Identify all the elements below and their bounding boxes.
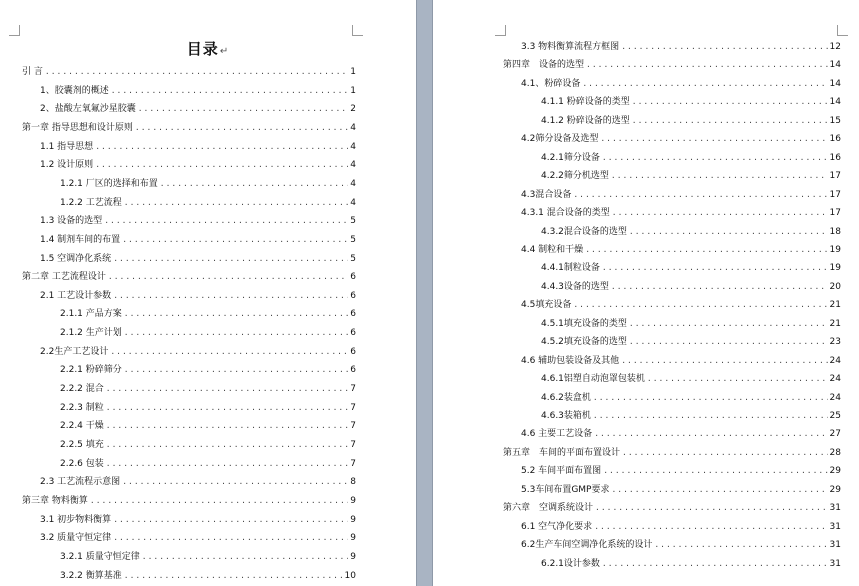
toc-entry-label: 第五章 车间的平面布置设计 <box>503 447 621 458</box>
toc-entry-label: 4.3混合设备 <box>521 189 572 200</box>
toc-page-number: 5 <box>350 234 356 245</box>
toc-entry-label: 1.4 制剂车间的布置 <box>40 234 121 245</box>
toc-dot-leader <box>124 326 349 340</box>
toc-entry-label: 6.2.1设计参数 <box>541 558 600 569</box>
toc-page-number: 19 <box>829 244 841 255</box>
toc-entry-label: 引 言 <box>22 67 43 77</box>
toc-entry[interactable] <box>521 427 841 441</box>
toc-entry-label: 6.1 空气净化要求 <box>521 521 593 532</box>
toc-dot-leader <box>586 58 828 72</box>
toc-entry[interactable] <box>521 40 841 54</box>
toc-entry[interactable] <box>40 289 356 303</box>
toc-entry-label: 1.1 指导思想 <box>40 141 94 152</box>
toc-page-number: 29 <box>829 484 841 495</box>
toc-entry[interactable] <box>541 169 841 183</box>
toc-entry[interactable] <box>503 58 841 72</box>
toc-dot-leader <box>104 214 348 228</box>
toc-dot-leader <box>106 419 349 433</box>
toc-dot-leader <box>95 158 348 172</box>
toc-entry[interactable] <box>60 401 356 415</box>
toc-entry-label: 4.3.1 混合设备的类型 <box>521 208 610 219</box>
toc-title <box>0 38 416 59</box>
toc-page-number: 31 <box>829 521 841 532</box>
toc-entry-label: 4.2.2筛分机选型 <box>541 171 609 182</box>
toc-entry-label: 3.1 初步物料衡算 <box>40 514 112 525</box>
toc-entry-label: 第三章 物料衡算 <box>22 495 88 506</box>
toc-page-number: 9 <box>350 551 356 562</box>
toc-dot-leader <box>585 243 827 257</box>
toc-entry[interactable] <box>60 569 356 583</box>
toc-entry-label: 1.2.1 厂区的选择和布置 <box>60 178 158 189</box>
toc-entry[interactable] <box>521 483 841 497</box>
toc-dot-leader <box>602 557 828 571</box>
toc-page-number: 17 <box>829 189 841 200</box>
toc-page-number: 21 <box>829 318 841 329</box>
toc-dot-leader <box>124 569 343 583</box>
toc-dot-leader <box>647 372 828 386</box>
toc-entry-label: 4.6 辅助包装设备及其他 <box>521 355 620 366</box>
crop-mark-top-right <box>352 25 363 36</box>
toc-entry[interactable] <box>40 345 356 359</box>
toc-entry[interactable] <box>60 457 356 471</box>
toc-entry-label: 1.3 设备的选型 <box>40 216 103 227</box>
toc-entry-label: 2.3 工艺流程示意图 <box>40 477 121 488</box>
toc-page-number: 6 <box>350 328 356 339</box>
toc-page-number: 31 <box>829 503 841 514</box>
toc-entry[interactable] <box>60 438 356 452</box>
toc-dot-leader <box>106 438 349 452</box>
toc-entry-label: 4.5.2填充设备的选型 <box>541 337 627 348</box>
toc-page-number: 14 <box>829 97 841 108</box>
toc-entry-label: 1、胶囊剂的概述 <box>40 85 109 96</box>
toc-entry[interactable] <box>521 298 841 312</box>
toc-entry[interactable] <box>541 317 841 331</box>
toc-dot-leader <box>45 65 348 79</box>
toc-entry-label: 4.2筛分设备及选型 <box>521 134 599 145</box>
toc-entry[interactable] <box>503 501 841 515</box>
toc-entry[interactable] <box>521 354 841 368</box>
toc-dot-leader <box>622 446 828 460</box>
toc-entry-label: 2.1 工艺设计参数 <box>40 290 112 301</box>
toc-entry-label: 4.5.1填充设备的类型 <box>541 318 627 329</box>
toc-entry[interactable] <box>541 151 841 165</box>
toc-entry-label: 2.2生产工艺设计 <box>40 346 109 357</box>
toc-entry-label: 5.2 车间平面布置图 <box>521 466 602 477</box>
toc-page-number: 5 <box>350 253 356 264</box>
toc-entry-label: 1.2.2 工艺流程 <box>60 197 122 208</box>
toc-entry-label: 4.4.1制粒设备 <box>541 263 600 274</box>
toc-entry[interactable] <box>541 557 841 571</box>
toc-page-number: 17 <box>829 208 841 219</box>
toc-dot-leader <box>629 335 828 349</box>
toc-page-number: 29 <box>829 466 841 477</box>
toc-dot-leader <box>113 513 348 527</box>
toc-dot-leader <box>122 233 348 247</box>
toc-page-number: 4 <box>350 122 356 133</box>
toc-entry[interactable] <box>40 252 356 266</box>
toc-entry-label: 4.1、粉碎设备 <box>521 78 581 89</box>
toc-entry[interactable] <box>40 140 356 154</box>
toc-page-number: 6 <box>350 272 356 283</box>
toc-dot-leader <box>124 363 349 377</box>
toc-page-number: 19 <box>829 263 841 274</box>
crop-mark-top-left <box>495 25 506 36</box>
toc-entry-label: 第二章 工艺流程设计 <box>22 272 106 283</box>
toc-dot-leader <box>142 550 349 564</box>
toc-page-number: 1 <box>350 85 356 96</box>
toc-page-number: 9 <box>350 533 356 544</box>
toc-dot-leader <box>122 475 348 489</box>
toc-entry-label: 4.1.1 粉碎设备的类型 <box>541 97 630 108</box>
toc-dot-leader <box>110 345 348 359</box>
toc-entry-label: 2.2.5 填充 <box>60 440 104 450</box>
toc-dot-leader <box>603 464 827 478</box>
toc-entry[interactable] <box>503 446 841 460</box>
toc-page-number: 8 <box>350 477 356 488</box>
toc-entry[interactable] <box>40 233 356 247</box>
toc-dot-leader <box>602 151 828 165</box>
toc-page-number: 4 <box>350 141 356 152</box>
toc-entry-label: 4.6.3装箱机 <box>541 411 591 421</box>
toc-entry-label: 6.2生产车间空调净化系统的设计 <box>521 540 653 551</box>
toc-entry[interactable] <box>60 419 356 433</box>
toc-dot-leader <box>600 132 827 146</box>
toc-page-number: 6 <box>350 365 356 376</box>
toc-dot-leader <box>108 270 348 284</box>
toc-entry[interactable] <box>541 372 841 386</box>
toc-entry[interactable] <box>22 65 356 79</box>
toc-entry[interactable] <box>22 494 356 508</box>
toc-dot-leader <box>632 95 828 109</box>
toc-entry[interactable] <box>22 270 356 284</box>
toc-dot-leader <box>611 169 828 183</box>
toc-dot-leader <box>113 289 348 303</box>
toc-dot-leader <box>111 84 349 98</box>
toc-page-number: 27 <box>829 429 841 440</box>
toc-dot-leader <box>582 77 827 91</box>
page-gutter <box>416 0 433 586</box>
toc-page-number: 9 <box>350 495 356 506</box>
toc-entry-label: 4.1.2 粉碎设备的选型 <box>541 115 630 126</box>
toc-page-number: 28 <box>829 447 841 458</box>
toc-dot-leader <box>611 280 828 294</box>
toc-entry[interactable] <box>521 520 841 534</box>
toc-entry-label: 3.2 质量守恒定律 <box>40 533 112 544</box>
document-page-right <box>433 0 859 586</box>
toc-entry[interactable] <box>40 214 356 228</box>
toc-entry[interactable] <box>22 121 356 135</box>
toc-dot-leader <box>573 188 827 202</box>
toc-page-number: 18 <box>829 226 841 237</box>
toc-entry[interactable] <box>60 326 356 340</box>
toc-entry[interactable] <box>60 307 356 321</box>
toc-dot-leader <box>602 261 828 275</box>
toc-dot-leader <box>95 140 348 154</box>
toc-entry-label: 4.6.2装盒机 <box>541 392 591 403</box>
toc-dot-leader <box>612 206 828 220</box>
toc-entry[interactable] <box>521 243 841 257</box>
toc-entry-label: 2.2.4 干燥 <box>60 421 104 432</box>
toc-dot-leader <box>595 501 828 515</box>
toc-dot-leader <box>160 177 349 191</box>
toc-entry[interactable] <box>40 475 356 489</box>
toc-entry[interactable] <box>521 132 841 146</box>
toc-entry[interactable] <box>521 206 841 220</box>
toc-page-number: 7 <box>350 402 356 413</box>
toc-page-number: 14 <box>829 60 841 71</box>
toc-entry-label: 2.2.2 混合 <box>60 384 104 395</box>
toc-dot-leader <box>573 298 827 312</box>
toc-entry[interactable] <box>541 335 841 349</box>
toc-page-number: 24 <box>829 374 841 385</box>
toc-dot-leader <box>106 401 349 415</box>
toc-entry-label: 1.2 设计原则 <box>40 160 94 171</box>
toc-entry-label: 2、盐酸左氧氟沙星胶囊 <box>40 104 136 115</box>
toc-entry[interactable] <box>60 363 356 377</box>
toc-entry-label: 2.2.3 制粒 <box>60 402 104 413</box>
toc-entry-label: 2.1.2 生产计划 <box>60 328 122 339</box>
toc-entry-label: 4.3.2混合设备的选型 <box>541 226 627 237</box>
toc-title-text: 目录 <box>186 40 219 58</box>
toc-entry-label: 2.2.1 粉碎筛分 <box>60 365 122 376</box>
toc-dot-leader <box>594 427 827 441</box>
toc-dot-leader <box>594 520 827 534</box>
toc-page-number: 24 <box>829 392 841 403</box>
toc-entry-label: 4.6.1铝塑自动泡罩包装机 <box>541 374 645 385</box>
toc-page-number: 7 <box>350 421 356 432</box>
crop-mark-top-right <box>837 25 848 36</box>
toc-entry[interactable] <box>60 382 356 396</box>
toc-page-number: 16 <box>829 134 841 145</box>
toc-entry[interactable] <box>40 531 356 545</box>
toc-dot-leader <box>124 196 349 210</box>
toc-entry-label: 5.3车间布置GMP要求 <box>521 484 610 495</box>
toc-dot-leader <box>113 531 348 545</box>
toc-entry[interactable] <box>541 409 841 423</box>
toc-entry[interactable] <box>541 114 841 128</box>
toc-entry-label: 第四章 设备的选型 <box>503 60 585 71</box>
crop-mark-top-left <box>9 25 20 36</box>
toc-entry[interactable] <box>541 280 841 294</box>
toc-page-number: 9 <box>350 514 356 525</box>
toc-entry-label: 4.2.1筛分设备 <box>541 152 600 163</box>
toc-dot-leader <box>106 457 349 471</box>
toc-entry-label: 第六章 空调系统设计 <box>503 503 594 514</box>
toc-dot-leader <box>654 538 827 552</box>
toc-dot-leader <box>632 114 828 128</box>
toc-page-number: 10 <box>344 570 356 581</box>
toc-dot-leader <box>90 494 348 508</box>
toc-dot-leader <box>629 225 828 239</box>
toc-page-number: 24 <box>829 355 841 366</box>
toc-entry[interactable] <box>40 513 356 527</box>
toc-dot-leader <box>593 391 828 405</box>
toc-entry[interactable] <box>60 550 356 564</box>
toc-page-number: 20 <box>829 281 841 292</box>
toc-entry[interactable] <box>40 102 356 116</box>
toc-dot-leader <box>621 354 827 368</box>
toc-entry[interactable] <box>521 77 841 91</box>
toc-entry[interactable] <box>541 225 841 239</box>
toc-page-number: 6 <box>350 309 356 320</box>
toc-entry[interactable] <box>40 84 356 98</box>
toc-page-number: 15 <box>829 115 841 126</box>
toc-entry-label: 4.6 主要工艺设备 <box>521 429 593 440</box>
toc-entry-label: 4.4 制粒和干燥 <box>521 244 584 255</box>
toc-dot-leader <box>106 382 349 396</box>
toc-dot-leader <box>593 409 828 423</box>
toc-page-number: 7 <box>350 440 356 450</box>
toc-page-number: 12 <box>829 42 841 52</box>
toc-page-number: 31 <box>829 558 841 569</box>
toc-dot-leader <box>113 252 348 266</box>
toc-dot-leader <box>629 317 828 331</box>
toc-dot-leader <box>135 121 348 135</box>
toc-page-number: 17 <box>829 171 841 182</box>
toc-entry[interactable] <box>40 158 356 172</box>
toc-entry-label: 3.2.2 衡算基准 <box>60 570 122 581</box>
toc-entry[interactable] <box>521 188 841 202</box>
toc-page-number: 2 <box>350 104 356 115</box>
toc-entry-label: 3.3 物料衡算流程方框图 <box>521 42 620 52</box>
toc-dot-leader <box>124 307 349 321</box>
toc-page-number: 23 <box>829 337 841 348</box>
toc-page-number: 7 <box>350 458 356 469</box>
toc-entry-label: 3.2.1 质量守恒定律 <box>60 551 140 562</box>
toc-page-number: 4 <box>350 197 356 208</box>
document-page-left <box>0 0 416 586</box>
toc-page-number: 4 <box>350 178 356 189</box>
toc-page-number: 16 <box>829 152 841 163</box>
toc-dot-leader <box>621 40 827 54</box>
toc-dot-leader <box>611 483 827 497</box>
toc-entry[interactable] <box>521 538 841 552</box>
toc-entry[interactable] <box>521 464 841 478</box>
toc-page-number: 21 <box>829 300 841 311</box>
toc-page-number: 7 <box>350 384 356 395</box>
toc-entry-label: 2.1.1 产品方案 <box>60 309 122 320</box>
toc-page-number: 25 <box>829 411 841 421</box>
toc-dot-leader <box>138 102 349 116</box>
toc-entry[interactable] <box>60 177 356 191</box>
toc-page-number: 14 <box>829 78 841 89</box>
toc-entry-label: 1.5 空调净化系统 <box>40 253 112 264</box>
toc-page-number: 31 <box>829 540 841 551</box>
toc-page-number: 4 <box>350 160 356 171</box>
toc-entry-label: 4.5填充设备 <box>521 300 572 311</box>
toc-entry[interactable] <box>541 261 841 275</box>
toc-entry[interactable] <box>541 391 841 405</box>
toc-entry[interactable] <box>60 196 356 210</box>
toc-entry-label: 4.4.3设备的选型 <box>541 281 609 292</box>
toc-page-number: 6 <box>350 346 356 357</box>
toc-page-number: 6 <box>350 290 356 301</box>
toc-entry-label: 第一章 指导思想和设计原则 <box>22 122 133 133</box>
toc-page-number: 1 <box>350 67 356 77</box>
toc-page-number: 5 <box>350 216 356 227</box>
toc-entry[interactable] <box>541 95 841 109</box>
toc-entry-label: 2.2.6 包装 <box>60 458 104 469</box>
paragraph-mark-icon: ↵ <box>219 46 230 57</box>
